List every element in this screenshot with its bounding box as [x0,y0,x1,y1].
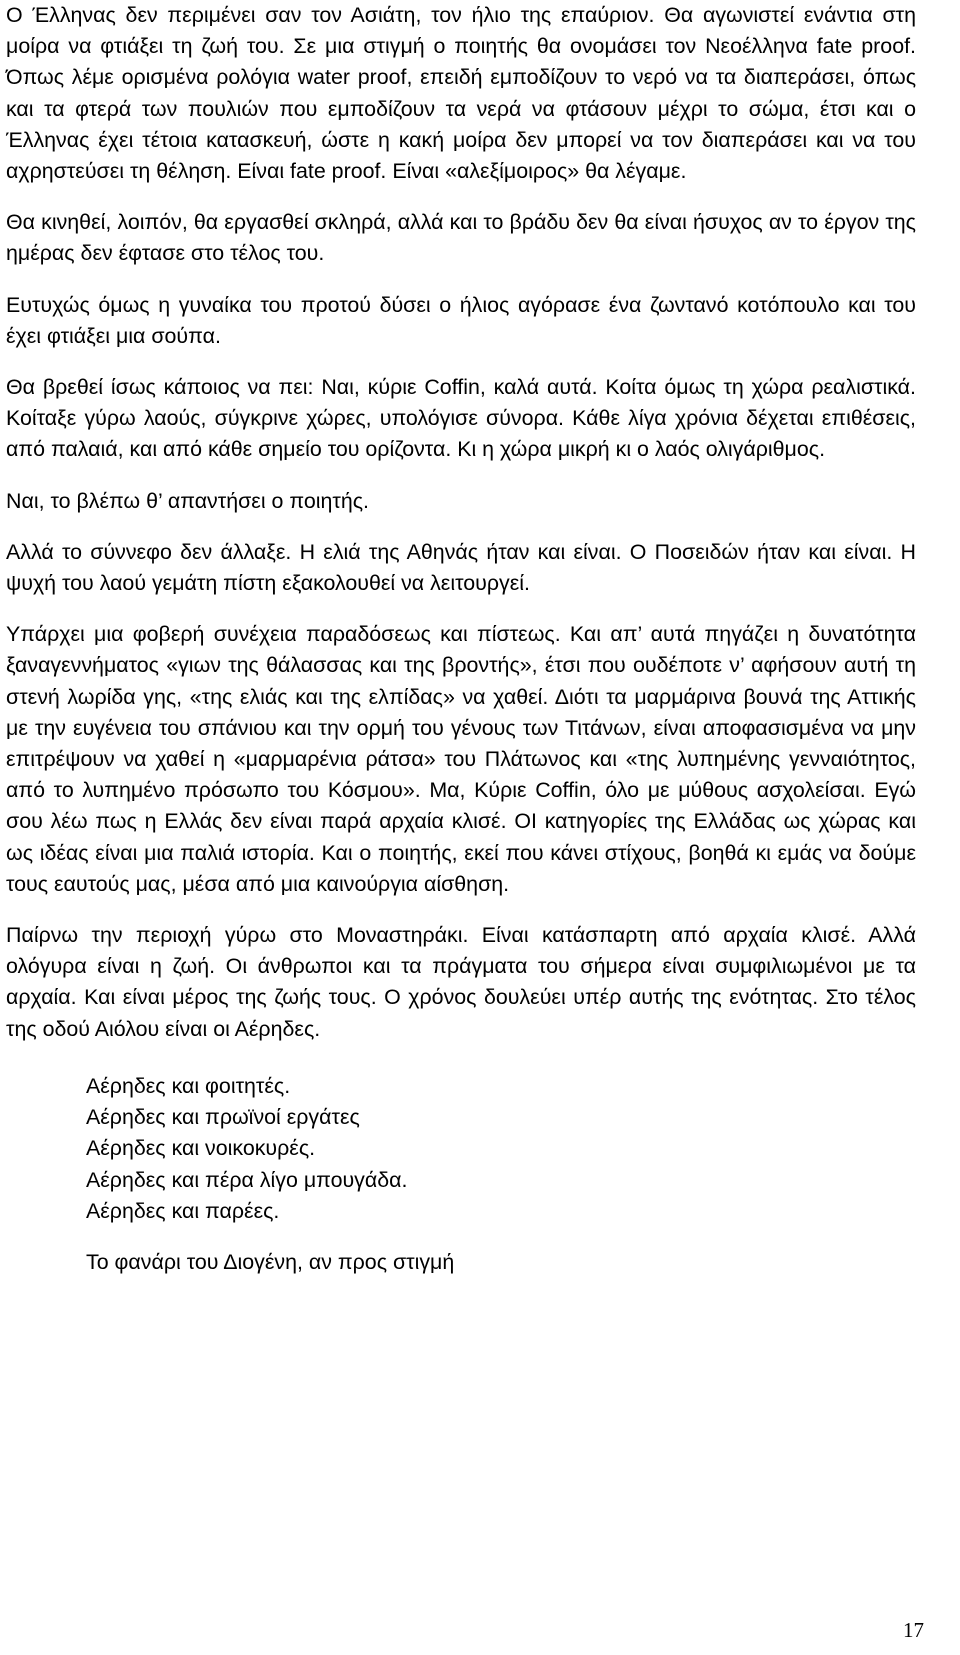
body-text [6,0,916,1278]
closing-line: Το φανάρι του Διογένη, αν προς στιγμή [86,1249,455,1274]
paragraph: Θα βρεθεί ίσως κάποιος να πει: Ναι, κύριε Coffin, καλά αυτά. Κοίτα όμως τη χώρα ρεαλιστικά. Κοίταξε γύρω λαούς, σύγκρινε χώρες, υπολόγισε σύνορα. Κάθε λίγα χρόνια δέχεται επιθέσεις, από παλαιά, και από κάθε σημείο του ορίζοντα. Κι η χώρα μικρή κι ο λαός ολιγάριθμος. [6,375,916,462]
page-number: 17 [903,1618,924,1642]
paragraph: Υπάρχει μια φοβερή συνέχεια παραδόσεως και πίστεως. Και απ’ αυτά πηγάζει η δυνατότητα ξαναγεννήματος «γιων της θάλασσας και της βροντής», έτσι που ουδέποτε ν’ αφήσουν αυτή τη στενή λωρίδα γης, «της ελιάς και της ελπίδας» να χαθεί. Διότι τα μαρμάρινα βουνά της Αττικής με την ευγένεια του σπάνιου και την ορμή του γένους των Τιτάνων, είναι αποφασισμένα να μην επιτρέψουν να χαθεί η «μαρμαρένια ράτσα» του Πλάτωνος και «της λυπημένης γενναιότητος, από το λυπημένο πρόσωπο του Κόσμου». Μα, Κύριε Coffin, όλο με μύθους ασχολείσαι. Εγώ σου λέω πως η Ελλάς δεν είναι παρά αρχαία κλισέ. ΟΙ κατηγορίες της Ελλάδας ως χώρας και ως ιδέας είναι μια παλιά ιστορία. Και ο ποιητής, εκεί που κάνει στίχους, βοηθά κι εμάς να δούμε τους εαυτούς μας, μέσα από μια καινούργια αίσθηση. [6,622,916,896]
paragraph: Ναι, το βλέπω θ’ απαντήσει ο ποιητής. [6,488,369,513]
paragraph: Ευτυχώς όμως η γυναίκα του προτού δύσει ο ήλιος αγόρασε ένα ζωντανό κοτόπουλο και του έχει φτιάξει μια σούπα. [6,292,916,348]
verse-line: Αέρηδες και φοιτητές. [86,1073,291,1098]
verse-line: Αέρηδες και πέρα λίγο μπουγάδα. [86,1167,408,1192]
verse-line: Αέρηδες και πρωϊνοί εργάτες [86,1105,360,1130]
verse-line: Αέρηδες και παρέες. [86,1198,280,1223]
paragraph: Θα κινηθεί, λοιπόν, θα εργασθεί σκληρά, αλλά και το βράδυ δεν θα είναι ήσυχος αν το έργον της ημέρας δεν έφτασε στο τέλος του. [6,210,916,266]
paragraph: Παίρνω την περιοχή γύρω στο Μοναστηράκι. Είναι κατάσπαρτη από αρχαία κλισέ. Αλλά ολόγυρα είναι η ζωή. Οι άνθρωποι και τα πράγματα του σήμερα είναι συμφιλιωμένοι με τα αρχαία. Και είναι μέρος της ζωής τους. Ο χρόνος δουλεύει υπέρ αυτής της ενότητας. Στο τέλος της οδού Αιόλου είναι οι Αέρηδες. [6,923,916,1041]
verse-line: Αέρηδες και νοικοκυρές. [86,1136,316,1161]
indented-verse-block [86,1071,916,1278]
paragraph: Αλλά το σύννεφο δεν άλλαξε. Η ελιά της Αθηνάς ήταν και είναι. Ο Ποσειδών ήταν και είναι. Η ψυχή του λαού γεμάτη πίστη εξακολουθεί να λειτουργεί. [6,539,916,596]
paragraph: Ο Έλληνας δεν περιμένει σαν τον Ασιάτη, τον ήλιο της επαύριον. Θα αγωνιστεί ενάντια στη μοίρα να φτιάξει τη ζωή του. Σε μια στιγμή ο ποιητής θα ονομάσει τον Νεοέλληνα fate proof. Όπως λέμε ορισμένα ρολόγια water proof, επειδή εμποδίζουν το νερό να τα διαπεράσει, όπως και τα φτερά των πουλιών που εμποδίζουν τα νερά να φτάσουν μέχρι το σώμα, έτσι και ο Έλληνας έχει τέτοια κατασκευή, ώστε η κακή μοίρα δεν μπορεί να τον διαπεράσει και να του αχρηστεύσει τη θέληση. Είναι fate proof. Είναι «αλεξίμοιρος» θα λέγαμε. [6,3,916,184]
